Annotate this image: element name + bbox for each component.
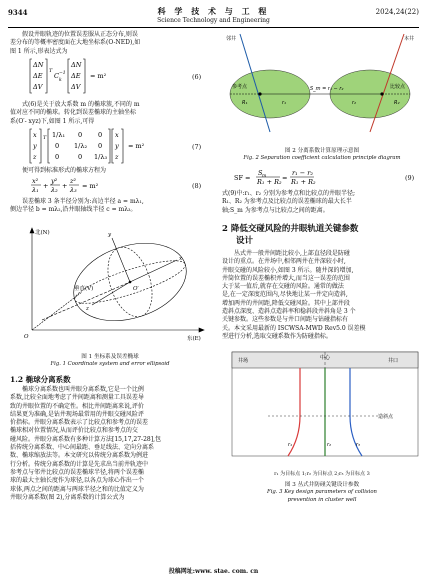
svg-text:m: m <box>262 174 267 179</box>
svg-text:y: y <box>33 142 37 150</box>
svg-text:0: 0 <box>55 142 60 150</box>
svg-text:ΔV: ΔV <box>71 83 81 91</box>
svg-text:ΔE: ΔE <box>33 72 43 80</box>
svg-text:1/λ₂: 1/λ₂ <box>74 142 88 150</box>
section-2-heading-line1: 2 降低交碰风险的井眼轨道关键参数 <box>222 224 359 234</box>
left-mid-text-1: 式(6)是关于放大系数 m 的椭球簇,不同的 m 值对应不同的椭球。转化到误差椭球的主轴坐标 系(O′- xyz)下,如图 1 所示,可得 <box>10 101 140 125</box>
label-r2-cap: R₂ <box>394 100 400 106</box>
svg-text:ΔN: ΔN <box>71 61 82 69</box>
equation-9-number: (9) <box>405 174 415 182</box>
label-comparison-point: 比较点 <box>390 84 406 90</box>
figure-1-caption-cn: 图 1 坐标系及误差椭球 <box>81 354 139 360</box>
equation-7 <box>10 127 210 167</box>
section-2-paragraph: 丛式井一般井间距比较小,上部直径段是防碰 设计的重点。在井场中,相邻两井在井深较小时, 井眼交碰的风险较小,如图 3 所示。随井深的增加, 井筒位置的误差椭积并增大,而当这一误差的范围 大于某一值后,就存在交碰的风险。通常的做法 是,在一定深度范围内,尽快地让某一井定向造斜, 增加两井的井间距,降低交碰风险。其中上部井段 造斜点深度、造斜点造斜率和稳斜段井斜角是 3 个 关键参数。这些参数是与井口间距与钻碰指标有 关。本文采用最新的 ISCWSA-MWD Rev5.0 误差模 型进行分析,选取交碰系数作为防碰指标。 <box>222 250 366 340</box>
svg-text:k: k <box>59 78 62 83</box>
figure-1-coordinate-ellipsoid <box>12 220 212 350</box>
svg-text:+: + <box>62 182 68 190</box>
figure-3-cluster-well-diagram <box>228 346 422 466</box>
svg-text:=: = <box>282 174 288 182</box>
svg-text:= m²: = m² <box>82 182 99 190</box>
figure-2-caption-en: Fig. 2 Separation coefficient calculation principle diagram <box>243 155 401 161</box>
svg-text:z²: z² <box>70 177 77 185</box>
label-r3: r₃ <box>356 442 361 448</box>
svg-text:= m²: = m² <box>90 72 107 80</box>
equation-6 <box>10 57 210 97</box>
section-1-2-heading: 1.2 椭球分离系数 <box>10 375 71 384</box>
origin-label-o: O <box>24 334 29 340</box>
svg-text:S: S <box>258 169 263 177</box>
svg-text:SF =: SF = <box>234 174 251 182</box>
equation-7-number: (7) <box>192 143 202 151</box>
svg-text:y²: y² <box>51 177 58 185</box>
header-rule <box>8 27 419 28</box>
svg-text:T: T <box>49 68 53 74</box>
origin-label-o-prime: O′ <box>133 286 139 292</box>
svg-text:0: 0 <box>98 131 103 139</box>
figure-3-caption-en-1: Fig. 3 Key design parameters of collision <box>267 489 377 495</box>
label-r2: r₂ <box>352 100 357 106</box>
equation-8 <box>10 176 210 196</box>
svg-text:ΔE: ΔE <box>71 72 81 80</box>
equation-6-number: (6) <box>192 73 202 81</box>
svg-text:1/λ₁: 1/λ₁ <box>52 131 66 139</box>
svg-text:λ₃: λ₃ <box>70 186 77 194</box>
axis-label-z: z <box>86 306 89 312</box>
label-kickoff-point: 造斜点 <box>378 414 394 420</box>
section-2-heading-line2: 设计 <box>236 236 254 246</box>
label-r1-cap: R₁ <box>242 100 248 106</box>
svg-text:x: x <box>33 131 37 139</box>
svg-text:0: 0 <box>98 142 103 150</box>
svg-text:0: 0 <box>78 153 83 161</box>
svg-text:y: y <box>115 142 119 150</box>
svg-text:R₁ + R₂: R₁ + R₂ <box>291 178 316 186</box>
footer-submission-url: 投稿网址:www. stae. com. cn <box>168 568 259 575</box>
axis-label-vertical: 垂直(V) <box>74 286 94 292</box>
axis-label-x: x <box>179 256 183 262</box>
label-reference-point: 参考点 <box>232 84 248 90</box>
svg-text:0: 0 <box>78 131 83 139</box>
svg-text:R₁ + R₂: R₁ + R₂ <box>257 178 282 186</box>
svg-text:−1: −1 <box>59 71 66 76</box>
label-r1: r₁ <box>288 442 293 448</box>
svg-text:λ₁: λ₁ <box>32 186 39 194</box>
figure-3-note: r₁ 为目标点 1;r₂ 为目标点 2;r₃ 为目标点 3 <box>274 471 370 477</box>
axis-label-y: y <box>108 232 112 238</box>
label-r2: r₂ <box>327 442 332 448</box>
journal-title-en: Science Technology and Engineering <box>157 17 270 24</box>
svg-text:ΔN: ΔN <box>33 61 44 69</box>
label-r1: r₁ <box>282 100 287 106</box>
journal-title-cn: 科 学 技 术 与 工 程 <box>157 6 270 16</box>
label-adjacent-well: 邻井 <box>226 36 237 42</box>
axis-label-north: 北(N) <box>35 230 50 236</box>
svg-text:x²: x² <box>32 177 39 185</box>
figure-1-caption-en: Fig. 1 Coordinate system and error ellipsoid <box>50 361 170 367</box>
left-mid-text-3: 误差椭球 3 条半径分别为:高边半径 a = mλ₁, 侧边半径 b = mλ₂,沿井眼轴线半径 c = mλ₃。 <box>10 198 144 214</box>
figure-2-caption-cn: 图 2 分离系数计算原理示意图 <box>284 148 360 154</box>
svg-text:x: x <box>115 131 119 139</box>
svg-text:C: C <box>54 72 59 80</box>
svg-text:z: z <box>115 153 119 161</box>
svg-text:T: T <box>43 135 47 141</box>
label-center: 中心 <box>320 355 331 361</box>
svg-text:ΔV: ΔV <box>33 83 43 91</box>
svg-text:+: + <box>43 182 49 190</box>
label-sm: S_m = r₁ − r₂ <box>310 86 344 92</box>
figure-3-caption-cn: 图 3 丛式井防碰关键设计参数 <box>284 482 360 488</box>
issue-info: 2024,24(22) <box>375 8 419 16</box>
svg-text:r₁ − r₂: r₁ − r₂ <box>292 169 314 177</box>
section-1-2-paragraph: 椭球分离系数也叫井眼分离系数,它是一个比例 系数,比较全面地考虑了井间距离和测量工具误差导 致的井眼位置的不确定性。相比井间距离来说,评价 结果更为准确,是钻井现场最常用的井眼交碰风险评 价指标。井眼分离系数表示了比较点和参考点的误差 椭球相对位置情况,从而评价比较点和参考点的交 碰风险。井眼分离系数有多种计算方法[15,17,27-28],包 括传统分离系数、中心间最距、垂足线法、定向分离系 数、椭球缩放法等。本文研究以传统分离系数为例进 行分析。传统分离系数的计算是先求出当前井轨迹中 参考点与邻井比较点的误差椭球半径,将两个误差椭 球的最大主轴长度作为球径,以各点为球心作出一个 球体,两点之间的距离与两球半径之和的比值定义为 井眼分离系数(图 2),分离系数的计算公式为 <box>10 386 161 501</box>
label-wellhead: 井口 <box>388 358 399 364</box>
svg-text:λ₂: λ₂ <box>51 186 58 194</box>
equation-9 <box>222 168 422 188</box>
figure-2-separation-diagram <box>222 32 422 140</box>
svg-text:1/λ₃: 1/λ₃ <box>94 153 108 161</box>
label-wellsite: 井场 <box>238 358 249 364</box>
svg-text:= m²: = m² <box>128 142 145 150</box>
axis-label-east: 东(E) <box>187 336 201 342</box>
figure-3-caption-en-2: prevention in cluster well <box>287 497 357 503</box>
label-this-well: 本井 <box>404 36 415 42</box>
left-mid-text-2: 便可得到标准形式的椭球方程为 <box>22 167 107 174</box>
left-intro-text: 假设井眼轨迹的位置误差服从正态分布,则误 差分布的等概率密度面在大地坐标系(O-NED),如 图 1 所示,形表达式为 <box>10 31 141 55</box>
page-number: 9344 <box>8 8 28 17</box>
svg-text:0: 0 <box>55 153 60 161</box>
equation-8-number: (8) <box>192 182 202 190</box>
equation-9-description: 式(9)中:r₁、r₂ 分别为参考点和比较点的井眼半径; R₁、R₂ 为参考点及比较点的误差椭球的最大长半 轴;S_m 为参考点与比较点之间的距离。 <box>222 190 355 214</box>
svg-text:z: z <box>33 153 37 161</box>
